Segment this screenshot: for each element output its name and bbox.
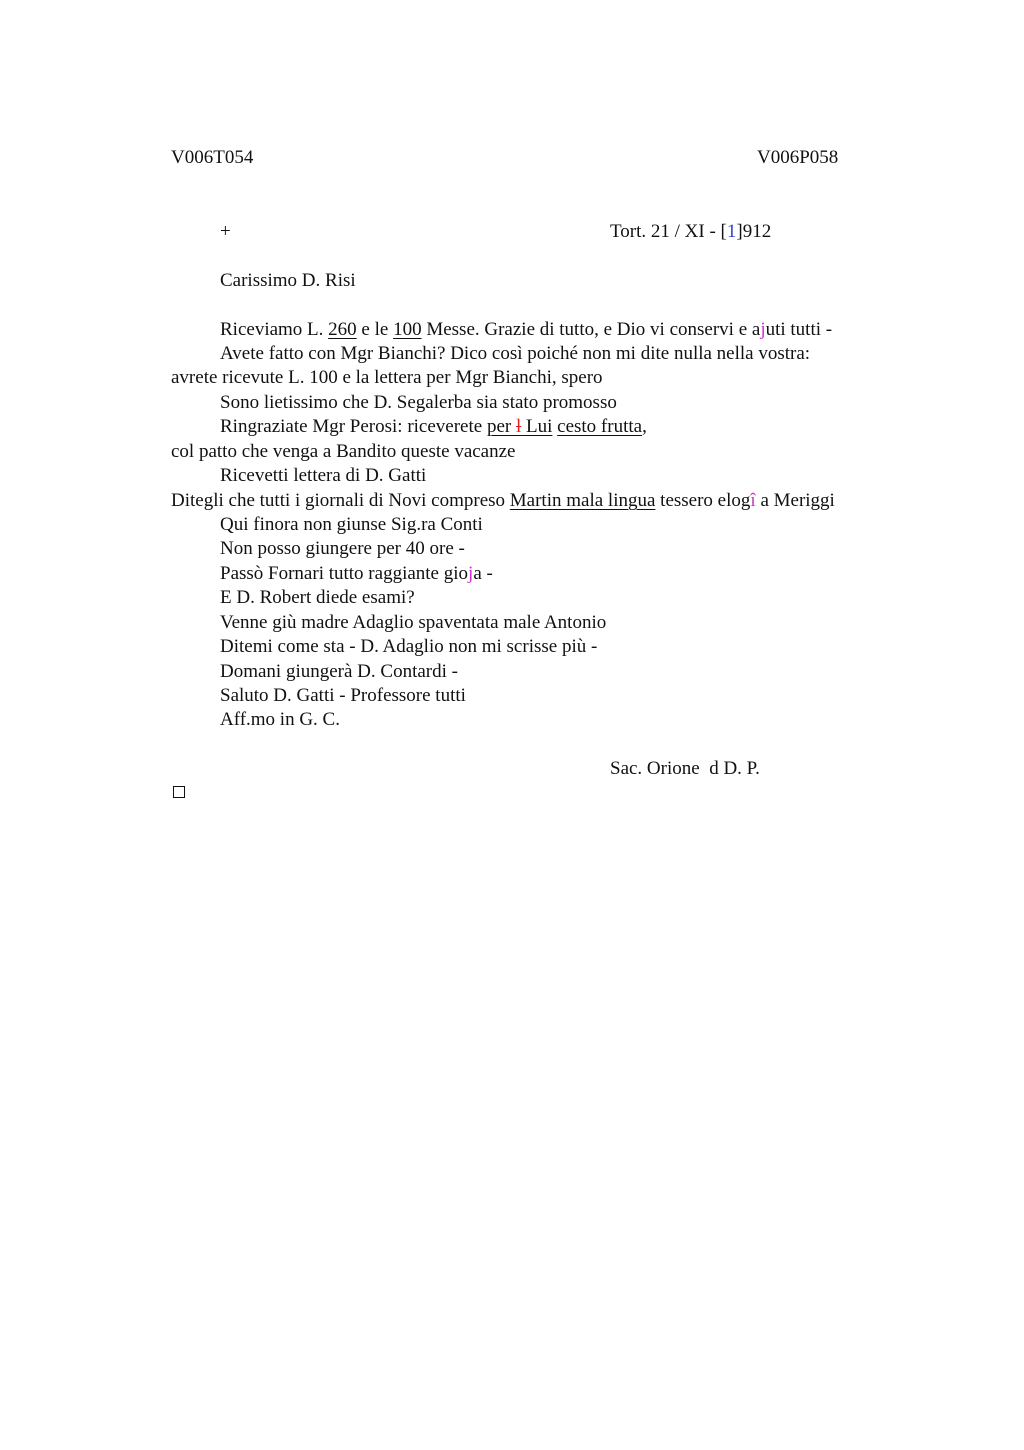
line-text: a - [473, 563, 493, 584]
underlined-phrase [487, 416, 552, 437]
letter-line-4: Sono lietissimo che D. Segalerba sia stato promosso [220, 392, 617, 413]
letter-line-10: Non posso giungere per 40 ore - [220, 538, 465, 559]
underlined-amount: 100 [393, 319, 422, 340]
letter-line-1 [220, 318, 832, 342]
underlined-phrase: cesto frutta [557, 416, 643, 437]
date-suffix: ]912 [736, 221, 772, 242]
date-bracket-digit: 1 [726, 221, 737, 242]
line-text: e le [356, 319, 394, 340]
letter-line-6: col patto che venga a Bandito queste vacanze [171, 441, 516, 462]
cross-symbol: + [220, 221, 231, 242]
line-text: Messe. Grazie di tutto, e Dio vi conservi e a [421, 319, 761, 340]
underlined-phrase: Martin mala lingua [509, 490, 656, 511]
letter-line-3: avrete ricevute L. 100 e la lettera per Mgr Bianchi, spero [171, 367, 603, 388]
line-text: uti tutti - [765, 319, 833, 340]
greeting: Carissimo D. Risi [220, 270, 356, 291]
letter-line-11 [220, 562, 493, 586]
letter-line-15: Domani giungerà D. Contardi - [220, 661, 458, 682]
header-left-code: V006T054 [171, 147, 254, 168]
line-text: a Meriggi [755, 490, 835, 511]
letter-line-8 [171, 489, 835, 513]
letter-line-14: Ditemi come sta - D. Adaglio non mi scrisse più - [220, 636, 598, 657]
highlighted-letter: j [468, 563, 474, 584]
line-text: Ringraziate Mgr Perosi: riceverete [220, 416, 487, 437]
header-right-code: V006P058 [757, 147, 839, 168]
underlined-amount: 260 [328, 319, 357, 340]
line-text: Passò Fornari tutto raggiante gio [220, 563, 469, 584]
letter-line-16: Saluto D. Gatti - Professore tutti [220, 685, 466, 706]
line-text: , [642, 416, 647, 437]
signature: Sac. Orione d D. P. [610, 758, 760, 779]
letter-line-17: Aff.mo in G. C. [220, 709, 340, 730]
line-text: Riceviamo L. [220, 319, 329, 340]
end-box-marker [173, 786, 185, 798]
line-text: Ditegli che tutti i giornali di Novi compreso [171, 490, 510, 511]
highlighted-letter: î [750, 490, 756, 511]
letter-line-12: E D. Robert diede esami? [220, 587, 415, 608]
letter-line-7: Ricevetti lettera di D. Gatti [220, 465, 427, 486]
letter-line-13: Venne giù madre Adaglio spaventata male Antonio [220, 612, 607, 633]
struck-letter: l [515, 416, 522, 437]
line-text: Lui [521, 416, 553, 437]
letter-line-5 [220, 415, 647, 439]
letter-line-9: Qui finora non giunse Sig.ra Conti [220, 514, 483, 535]
date-prefix: Tort. 21 / XI - [ [610, 221, 727, 242]
line-text: tessero elog [655, 490, 751, 511]
highlighted-letter: j [760, 319, 766, 340]
letter-date [610, 220, 771, 244]
letter-line-2: Avete fatto con Mgr Bianchi? Dico così poiché non mi dite nulla nella vostra: [220, 343, 811, 364]
line-text: per [486, 416, 516, 437]
